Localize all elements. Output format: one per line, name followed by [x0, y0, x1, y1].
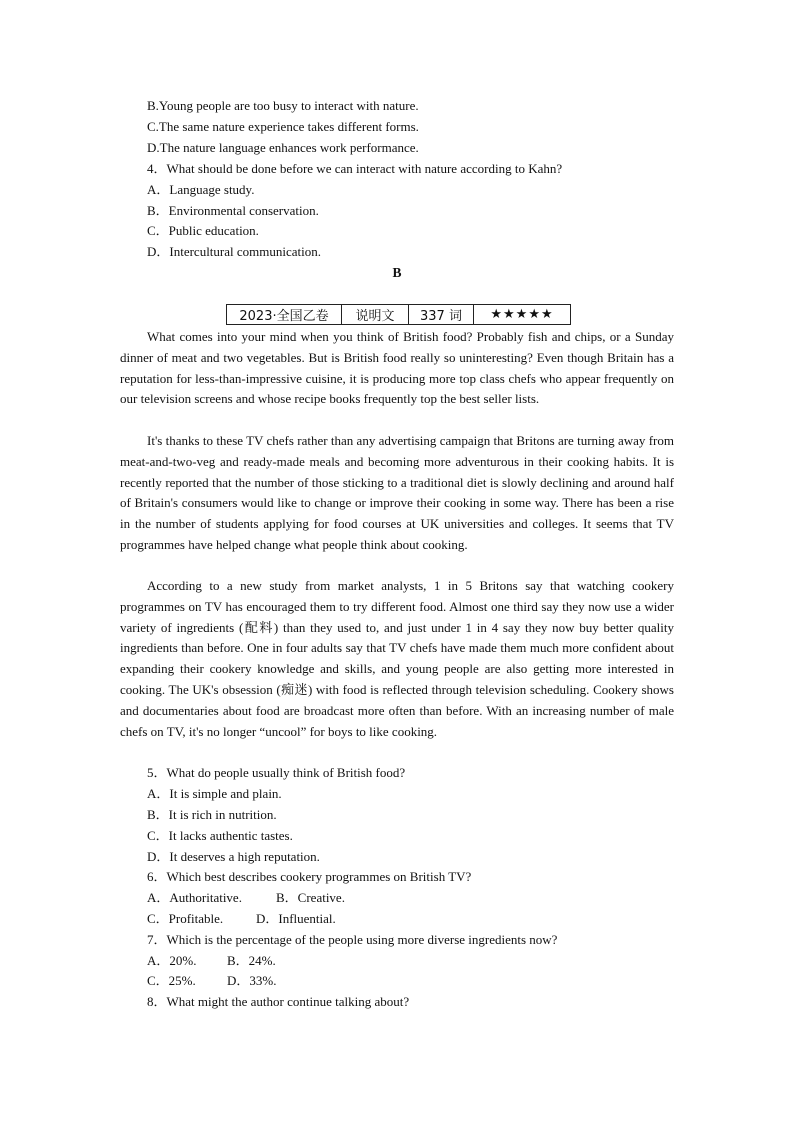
q7-option-d: D．33%.: [227, 973, 277, 988]
passage-paragraph-1: What comes into your mind when you think of British food? Probably fish and chips, or a Sunday dinner of meat and two vegetables. But is British food really so uninteresting? Even though Britain has a reputation for less-than-impressive cuisine, it is producing more top class chefs who appear frequently on our television screens and whose recipe books frequently top the best seller lists.: [120, 329, 674, 407]
q7-option-a: A．20%.: [147, 953, 197, 968]
q6-option-d: D．Influential.: [256, 911, 336, 926]
q3-option-b: B.Young people are too busy to interact with nature.: [147, 98, 419, 113]
section-heading: B: [392, 265, 402, 280]
q7-question: 7．Which is the percentage of the people using more diverse ingredients now?: [147, 932, 558, 947]
info-source: 2023·全国乙卷: [227, 305, 342, 325]
q3-option-d: D.The nature language enhances work performance.: [147, 140, 419, 155]
q7-option-b: B．24%.: [227, 953, 276, 968]
q5-option-a: A．It is simple and plain.: [147, 786, 282, 801]
info-genre: 说明文: [342, 305, 409, 325]
q5-option-c: C．It lacks authentic tastes.: [147, 828, 293, 843]
passage-paragraph-3: According to a new study from market analysts, 1 in 5 Britons say that watching cookery programmes on TV has encouraged them to try different food. Almost one third say they now use a wider variety of ingredients (配料) than they used to, and just under 1 in 4 say they now buy better quality ingredients than before. One in four adults say that TV chefs have made them much more confident about expanding their cookery knowledge and skills, and young people are also getting more interested in cooking. The UK's obsession (痴迷) with food is reflected through television scheduling. Cookery shows and documentaries about food are broadcast more often than before. With an increasing number of male chefs on TV, it's no longer “uncool” for boys to like cooking.: [120, 578, 674, 739]
q4-option-b: B．Environmental conservation.: [147, 203, 319, 218]
passage-paragraph-2: It's thanks to these TV chefs rather than any advertising campaign that Britons are turning away from meat-and-two-veg and ready-made meals and becoming more adventurous in their cooking habits. It is recently reported that the number of those sticking to a traditional diet is slowly declining and around half of Britain's consumers would like to change or improve their cooking in some way. There has been a rise in the number of students applying for food courses at UK universities and colleges. It seems that TV programmes have helped change what people think about cooking.: [120, 433, 674, 552]
q7-option-c: C．25%.: [147, 973, 196, 988]
q3-option-c: C.The same nature experience takes different forms.: [147, 119, 419, 134]
passage-info-table: [226, 304, 571, 325]
q6-question: 6．Which best describes cookery programmes on British TV?: [147, 869, 472, 884]
q5-question: 5．What do people usually think of British food?: [147, 765, 406, 780]
q5-option-d: D．It deserves a high reputation.: [147, 849, 320, 864]
q4-option-d: D．Intercultural communication.: [147, 244, 322, 259]
q8-question: 8．What might the author continue talking about?: [147, 994, 410, 1009]
q4-question: 4．What should be done before we can interact with nature according to Kahn?: [147, 161, 563, 176]
info-difficulty: ★★★★★: [474, 305, 571, 325]
q6-option-b: B．Creative.: [276, 890, 345, 905]
q6-option-a: A．Authoritative.: [147, 890, 242, 905]
q5-option-b: B．It is rich in nutrition.: [147, 807, 277, 822]
q6-option-c: C．Profitable.: [147, 911, 224, 926]
q4-option-a: A．Language study.: [147, 182, 255, 197]
q4-option-c: C．Public education.: [147, 223, 259, 238]
info-word-count: 337 词: [409, 305, 474, 325]
